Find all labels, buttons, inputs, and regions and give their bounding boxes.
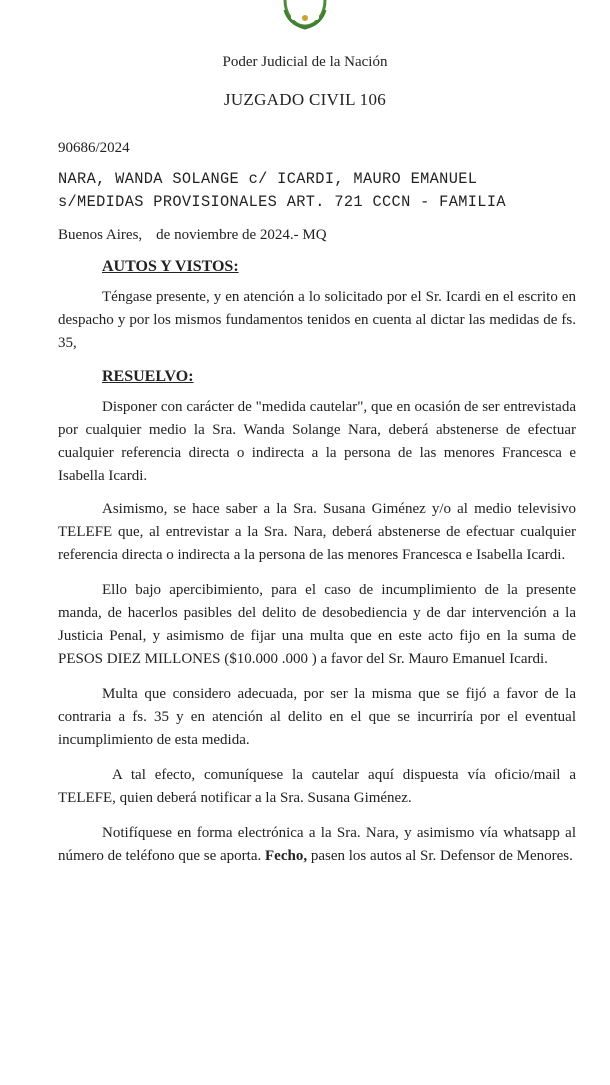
case-caption-line-1: NARA, WANDA SOLANGE c/ ICARDI, MAURO EMANUEL <box>58 170 478 188</box>
case-number: 90686/2024 <box>58 140 130 156</box>
place-and-date <box>58 224 576 247</box>
resolution-paragraph-3: Ello bajo apercibimiento, para el caso de incumplimiento de la presente manda, de hacerlos pasibles del delito de desobediencia y de dar intervención a la Justicia Penal, y asimismo de fijar una multa que en este acto fijo en la suma de PESOS DIEZ MILLONES ($10.000 .000 ) a favor del Sr. Mauro Emanuel Icardi. <box>58 582 576 667</box>
national-coat-of-arms-icon <box>279 0 331 30</box>
paragraph-6-bold-word: Fecho, <box>265 848 308 864</box>
case-caption-line-2: s/MEDIDAS PROVISIONALES ART. 721 CCCN - FAMILIA <box>58 193 506 211</box>
date: de noviembre de 2024.- MQ <box>156 227 327 243</box>
resolution-paragraph-1: Disponer con carácter de "medida cautelar", que en ocasión de ser entrevistada por cualquier medio la Sra. Wanda Solange Nara, deberá abstenerse de efectuar cualquier referencia directa o indirecta a la persona de las menores Francesca e Isabella Icardi. <box>58 399 576 484</box>
court-header: JUZGADO CIVIL 106 <box>223 90 387 109</box>
resolution-paragraph-5: A tal efecto, comuníquese la cautelar aquí dispuesta vía oficio/mail a TELEFE, quien deberá notificar a la Sra. Susana Giménez. <box>58 767 576 806</box>
resolution-body <box>58 137 576 880</box>
case-caption <box>58 168 576 214</box>
autos-paragraph: Téngase presente, y en atención a lo solicitado por el Sr. Icardi en el escrito en despacho y por los mismos fundamentos tenidos en cuenta al dictar las medidas de fs. 35, <box>58 289 576 351</box>
paragraph-6-text-start: Notifíquese en forma electrónica a la Sra. Nara, y asimismo vía whatsapp al número de teléfono que se aporta. <box>58 825 576 864</box>
paragraph-6-text-end: pasen los autos al Sr. Defensor de Menores. <box>307 848 573 864</box>
institution-header: Poder Judicial de la Nación <box>222 54 388 70</box>
resolution-paragraph-6 <box>58 822 576 868</box>
resolution-paragraph-2: Asimismo, se hace saber a la Sra. Susana Giménez y/o al medio televisivo TELEFE que, al entrevistar a la Sra. Nara, deberá abstenerse de efectuar cualquier referencia directa o indirecta a la persona de las menores Francesca e Isabella Icardi. <box>58 501 576 563</box>
resolution-paragraph-4: Multa que considero adecuada, por ser la misma que se fijó a favor de la contraria a fs. 35 y en atención al delito en el que se incurriría por el eventual incumplimiento de esta medida. <box>58 686 576 748</box>
autos-y-vistos-heading: AUTOS Y VISTOS: <box>102 258 239 275</box>
place: Buenos Aires, <box>58 227 143 243</box>
resuelvo-heading: RESUELVO: <box>102 368 194 385</box>
